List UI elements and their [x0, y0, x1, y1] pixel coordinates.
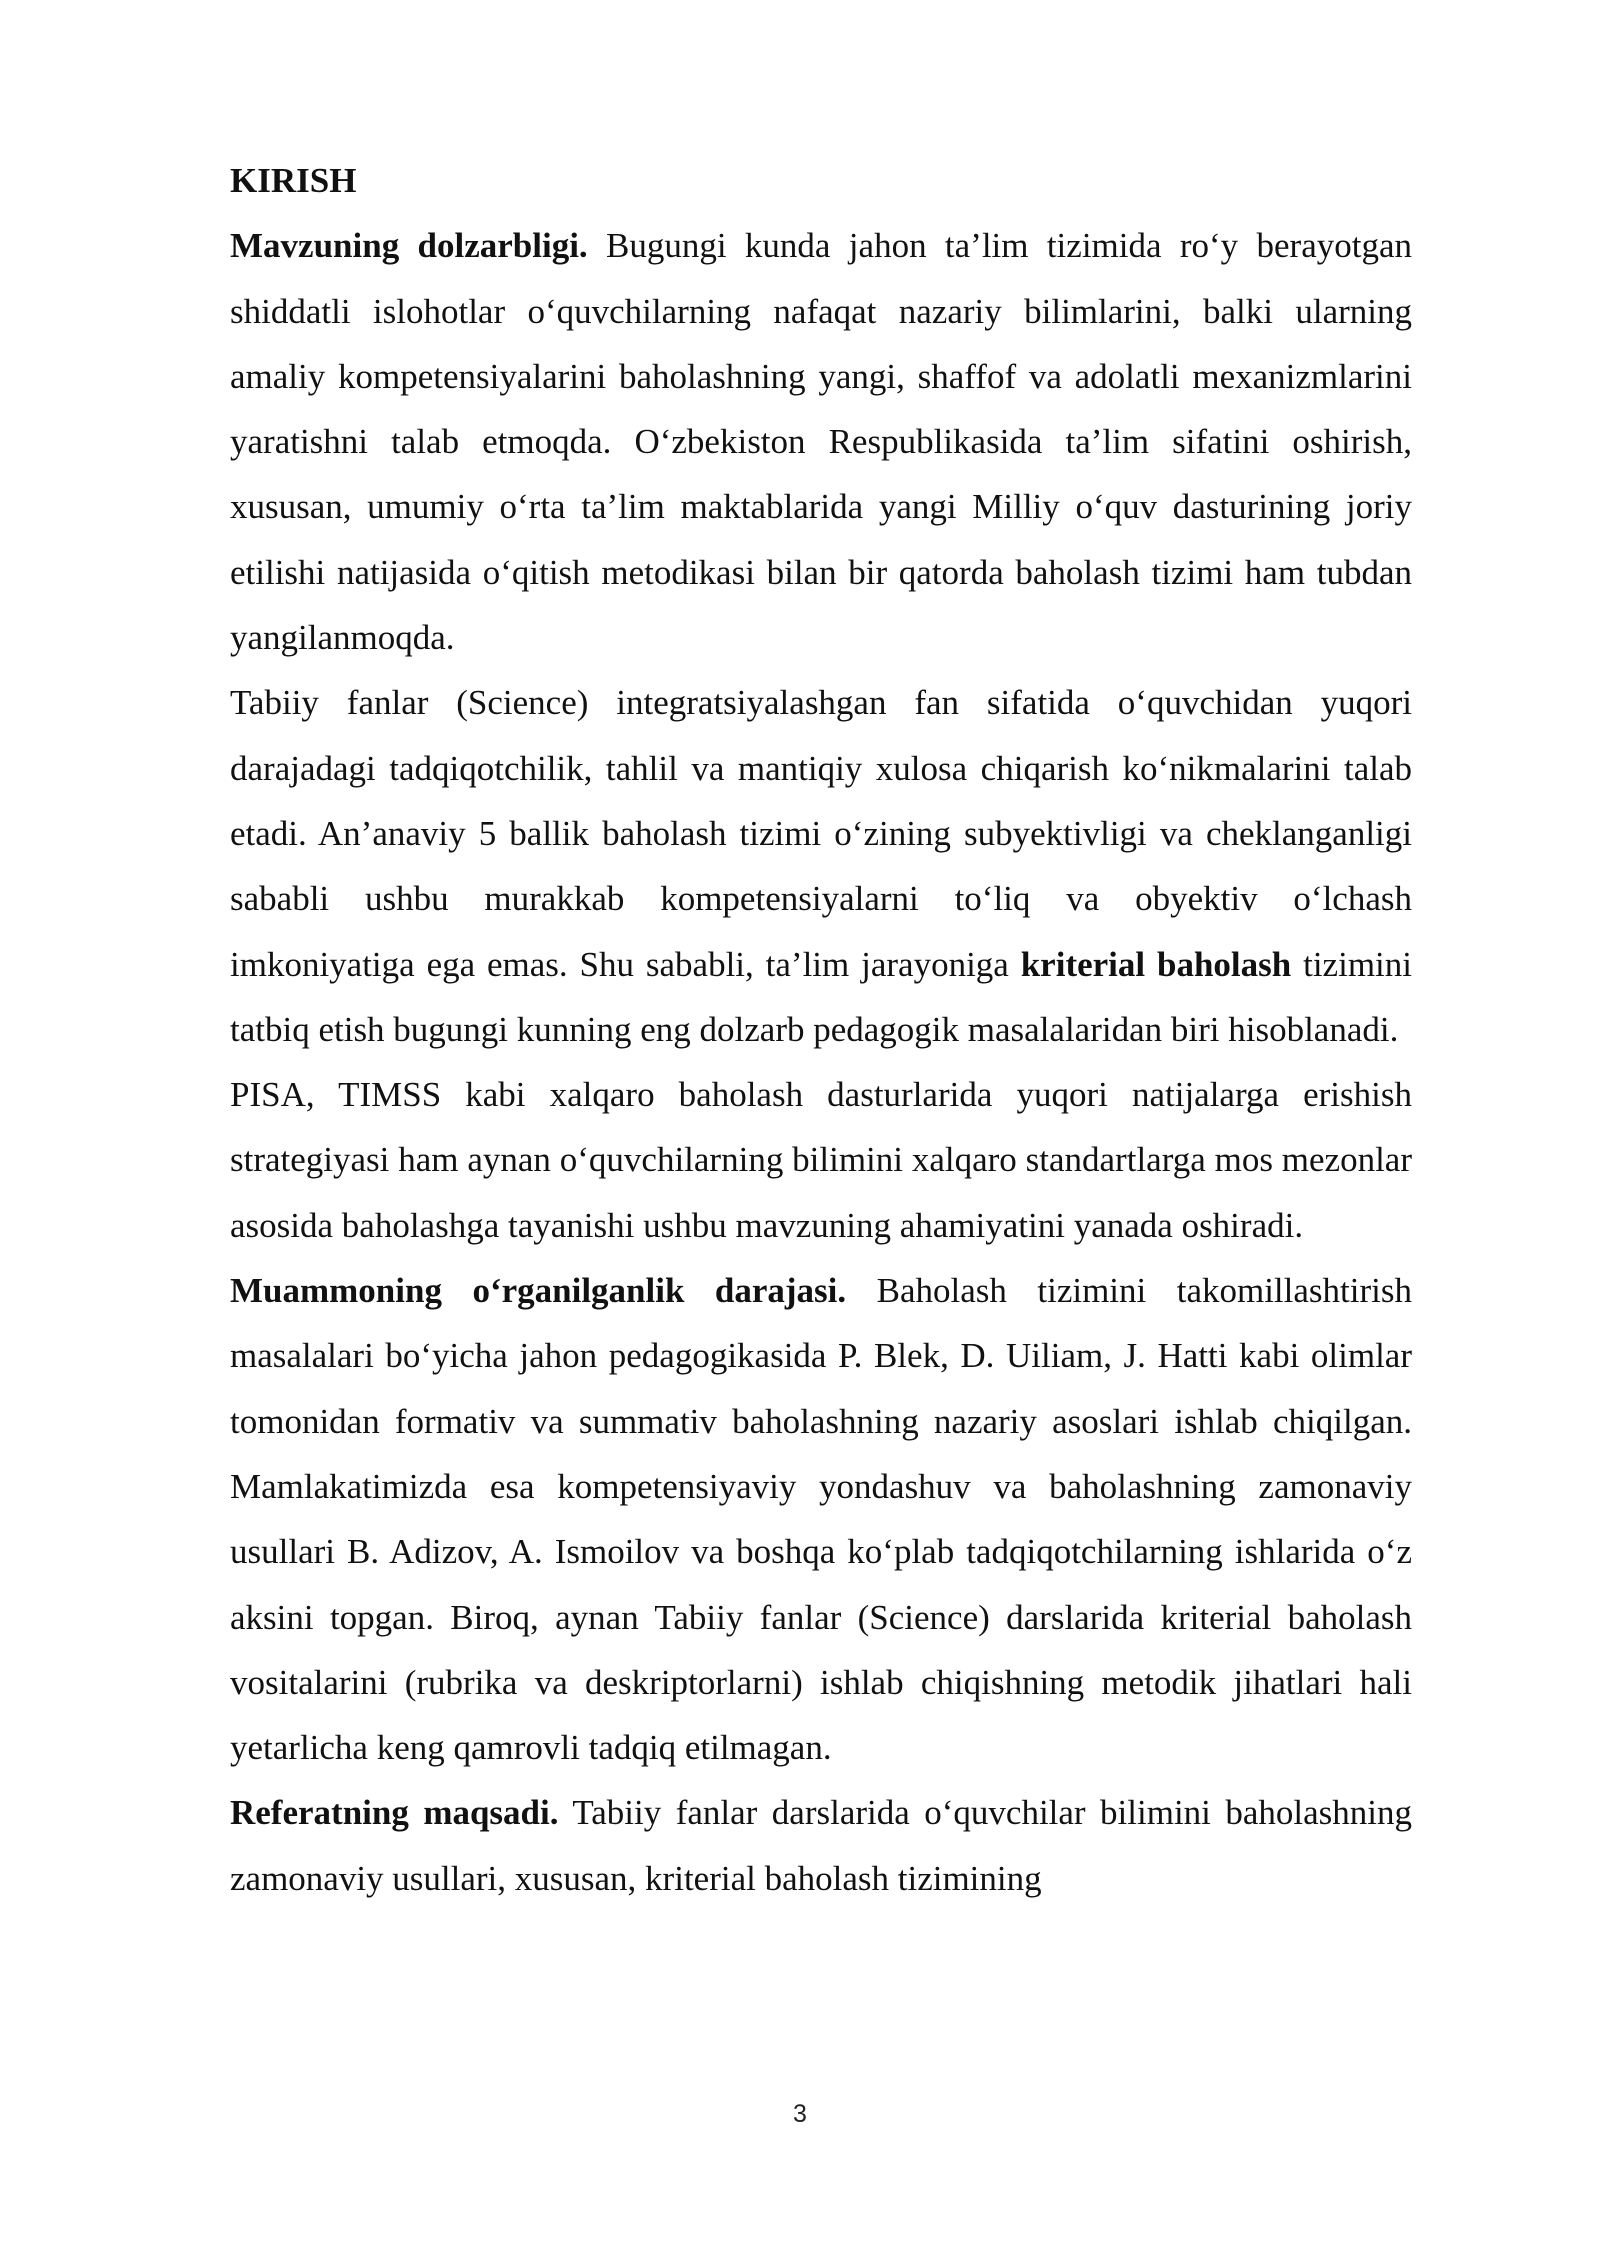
page-content [230, 148, 1412, 1911]
paragraph-text: Bugungi kunda jahon ta’lim tizimida ro‘y berayotgan shiddatli islohotlar o‘quvchilarning nafaqat nazariy bilimlarini, balki ularning amaliy kompetensiyalarini baholashning yangi, shaffof va adolatli mexanizmlarini yaratishni talab etmoqda. O‘zbekiston Respublikasida ta’lim sifatini oshirish, xususan, umumiy o‘rta ta’lim maktablarida yangi Milliy o‘quv dasturining joriy etilishi natijasida o‘qitish metodikasi bilan bir qatorda baholash tizimi ham tubdan yangilanmoqda. [230, 226, 1412, 658]
paragraph-lead: Mavzuning dolzarbligi. [230, 226, 588, 266]
paragraph-relevance [230, 213, 1412, 670]
paragraph-text: Tabiiy fanlar (Science) integratsiyalashgan fan sifatida o‘quvchidan yuqori darajadagi tadqiqotchilik, tahlil va mantiqiy xulosa chiqarish ko‘nikmalarini talab etadi. An’anaviy 5 ballik baholash tizimi o‘zining subyektivligi va cheklanganligi sababli ushbu murakkab kompetensiyalarni to‘liq va obyektiv o‘lchash imkoniyatiga ega emas. Shu sababli, ta’lim jarayoniga [230, 683, 1412, 984]
paragraph-text: Baholash tizimini takomillashtirish masalalari bo‘yicha jahon pedagogikasida P. Blek, D. Uiliam, J. Hatti kabi olimlar tomonidan formativ va summativ baholashning nazariy asoslari ishlab chiqilgan. Mamlakatimizda esa kompetensiyaviy yondashuv va baholashning zamonaviy usullari B. Adizov, A. Ismoilov va boshqa ko‘plab tadqiqotchilarning ishlarida o‘z aksini topgan. Biroq, aynan Tabiiy fanlar (Science) darslarida kriterial baholash vositalarini (rubrika va deskriptorlarni) ishlab chiqishning metodik jihatlari hali yetarlicha keng qamrovli tadqiq etilmagan. [230, 1271, 1412, 1768]
paragraph-research-level [230, 1258, 1412, 1780]
section-heading: KIRISH [230, 161, 357, 200]
paragraph-natural-sciences [230, 670, 1412, 1062]
page-number: 3 [793, 2100, 807, 2128]
paragraph-text: Tabiiy fanlar darslarida o‘quvchilar bilimini baholashning zamonaviy usullari, xususan, kriterial baholash tizimining [230, 1793, 1412, 1898]
emphasis-term: kriterial baholash [1020, 944, 1292, 984]
paragraph-text: PISA, TIMSS kabi xalqaro baholash dasturlarida yuqori natijalarga erishish strategiyasi ham aynan o‘quvchilarning bilimini xalqaro standartlarga mos mezonlar asosida baholashga tayanishi ushbu mavzuning ahamiyatini yanada oshiradi. [230, 1075, 1412, 1245]
paragraph-goal [230, 1780, 1412, 1911]
paragraph-text: tizimini tatbiq etish bugungi kunning eng dolzarb pedagogik masalalaridan biri hisoblanadi. [230, 944, 1412, 1049]
paragraph-lead: Referatning maqsadi. [230, 1793, 559, 1833]
paragraph-international-assessment [230, 1062, 1412, 1258]
paragraph-lead: Muammoning o‘rganilganlik darajasi. [230, 1271, 847, 1311]
